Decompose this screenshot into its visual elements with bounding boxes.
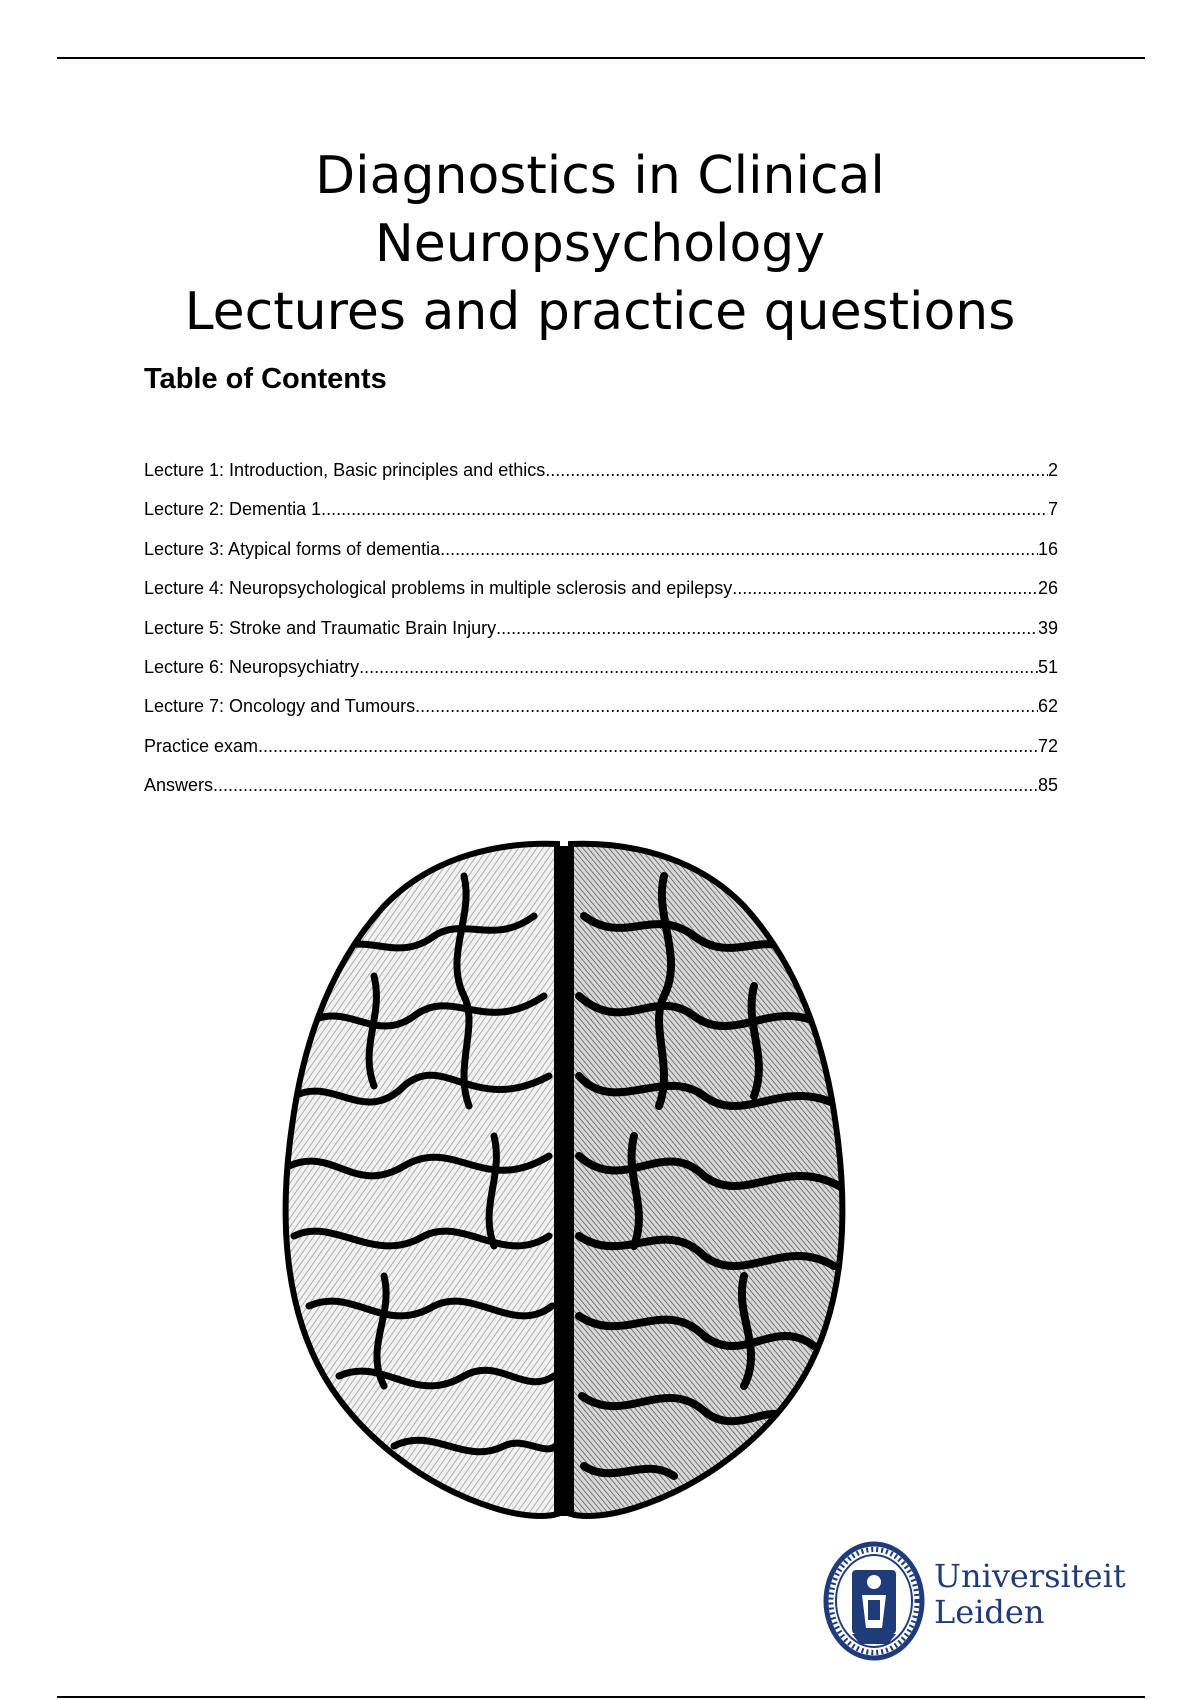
toc-entry-8[interactable] bbox=[144, 736, 1058, 775]
toc-entry-5[interactable] bbox=[144, 618, 1058, 657]
toc-entry-7[interactable] bbox=[144, 696, 1058, 735]
toc-leader bbox=[732, 578, 1038, 599]
toc-entry-3[interactable] bbox=[144, 539, 1058, 578]
title-line-3: Lectures and practice questions bbox=[184, 282, 1016, 342]
toc-leader bbox=[545, 460, 1048, 481]
bottom-rule bbox=[57, 1696, 1145, 1698]
toc-entry-page: 85 bbox=[1037, 775, 1058, 796]
toc-entry-label: Lecture 5: Stroke and Traumatic Brain Injury bbox=[144, 617, 497, 638]
toc-entry-page: 16 bbox=[1037, 538, 1058, 559]
toc-entry-page: 7 bbox=[1047, 499, 1058, 520]
toc-leader bbox=[213, 775, 1038, 796]
toc-entry-6[interactable] bbox=[144, 657, 1058, 696]
toc-entry-page: 39 bbox=[1037, 617, 1058, 638]
toc-entry-label: Lecture 3: Atypical forms of dementia bbox=[144, 538, 441, 559]
toc-entry-label: Lecture 4: Neuropsychological problems in multiple sclerosis and epilepsy bbox=[144, 578, 733, 599]
toc-entry-1[interactable] bbox=[144, 460, 1058, 499]
toc-leader bbox=[440, 539, 1038, 560]
toc-leader bbox=[415, 696, 1038, 717]
logo-line-2: Leiden bbox=[934, 1593, 1045, 1631]
toc-entry-label: Lecture 1: Introduction, Basic principles and ethics bbox=[144, 460, 546, 480]
title-line-1: Diagnostics in Clinical bbox=[315, 146, 885, 206]
toc-entry-2[interactable] bbox=[144, 499, 1058, 538]
logo-line-1: Universiteit bbox=[934, 1557, 1126, 1595]
university-logo bbox=[822, 1540, 1126, 1662]
table-of-contents bbox=[144, 460, 1058, 815]
toc-entry-label: Lecture 2: Dementia 1 bbox=[144, 499, 322, 520]
document-title bbox=[100, 142, 1100, 346]
university-seal-icon bbox=[822, 1540, 926, 1662]
toc-entry-page: 62 bbox=[1037, 696, 1058, 717]
logo-text bbox=[934, 1558, 1126, 1630]
toc-entry-label: Lecture 7: Oncology and Tumours bbox=[144, 696, 416, 717]
toc-entry-label: Lecture 6: Neuropsychiatry bbox=[144, 656, 360, 677]
toc-entry-page: 26 bbox=[1037, 578, 1058, 599]
brain-illustration-icon bbox=[262, 836, 866, 1526]
toc-leader bbox=[258, 736, 1038, 757]
toc-entry-9[interactable] bbox=[144, 775, 1058, 814]
toc-leader bbox=[359, 657, 1038, 678]
toc-entry-label: Practice exam bbox=[144, 735, 259, 756]
toc-entry-label: Answers bbox=[144, 775, 214, 796]
top-rule bbox=[57, 57, 1145, 59]
toc-heading: Table of Contents bbox=[144, 363, 387, 395]
toc-entry-page: 72 bbox=[1037, 735, 1058, 756]
title-line-2: Neuropsychology bbox=[374, 214, 826, 274]
toc-entry-4[interactable] bbox=[144, 578, 1058, 617]
toc-entry-page: 2 bbox=[1047, 460, 1058, 480]
toc-leader bbox=[321, 499, 1048, 520]
toc-leader bbox=[496, 618, 1038, 639]
toc-entry-page: 51 bbox=[1037, 656, 1058, 677]
